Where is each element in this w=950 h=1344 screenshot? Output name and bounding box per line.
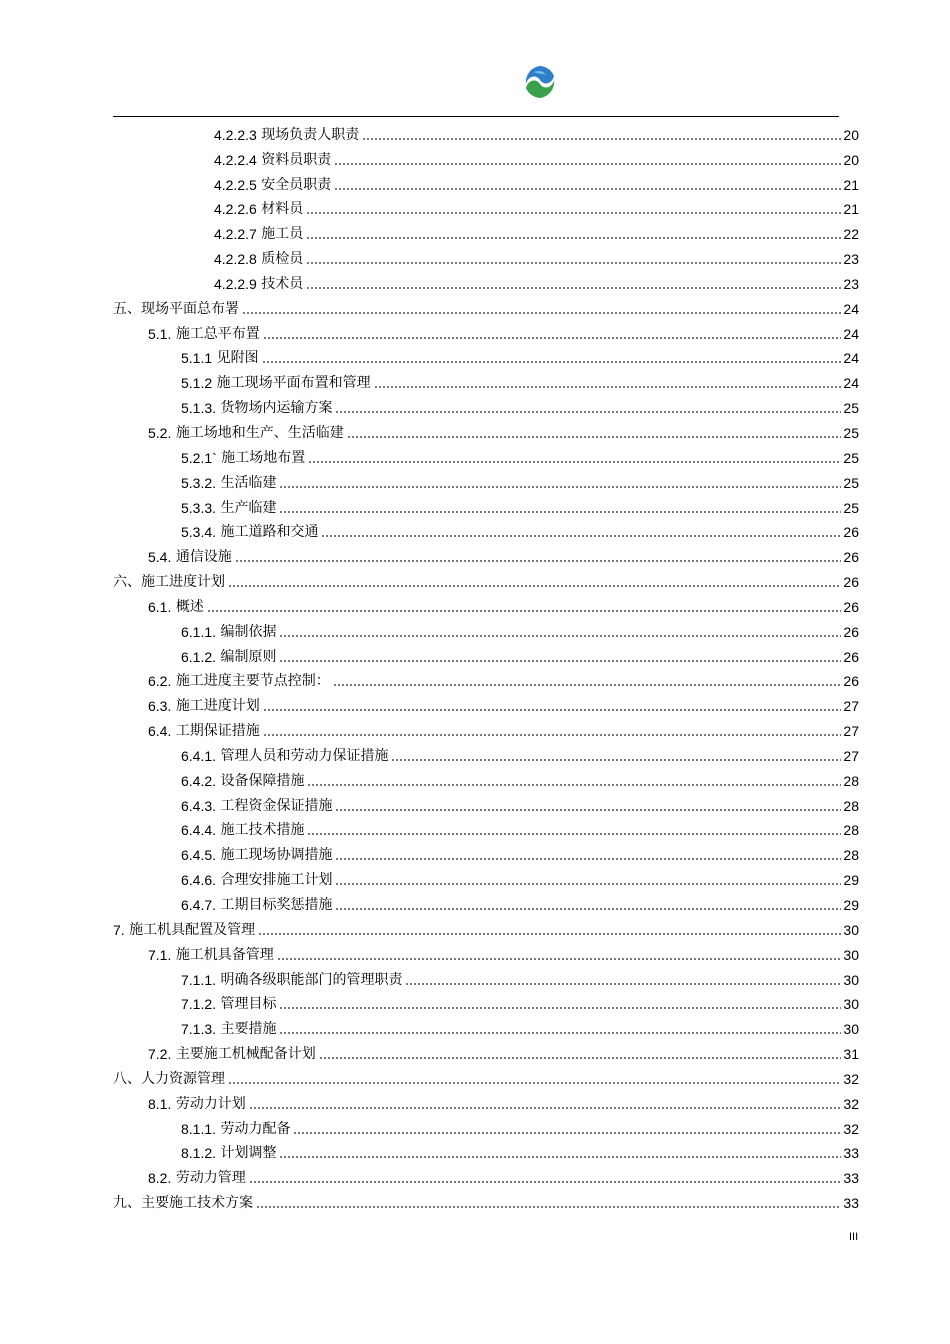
toc-entry-title: 工期目标奖惩措施 <box>220 897 333 913</box>
toc-entry-page: 33 <box>843 1195 859 1212</box>
toc-entry-page: 26 <box>843 598 859 615</box>
dot-leader <box>333 684 841 686</box>
toc-entry-title: 编制依据 <box>220 623 277 640</box>
toc-entry-page: 29 <box>843 897 859 913</box>
toc-entry-number: 8.1.2. <box>181 1145 217 1162</box>
toc-entry[interactable] <box>113 665 859 690</box>
dot-leader <box>258 933 841 935</box>
dot-leader <box>262 361 841 363</box>
toc-entry-number: 7.2. <box>148 1046 172 1063</box>
toc-entry-number: 6.4.2. <box>181 772 217 789</box>
toc-entry-title: 劳动力配备 <box>220 1120 291 1137</box>
toc-entry-page: 26 <box>843 623 859 640</box>
dot-leader <box>306 212 841 214</box>
dot-leader <box>335 411 841 413</box>
dot-leader <box>347 436 841 438</box>
toc-entry-title: 施工总平布置 <box>175 325 260 342</box>
toc-entry-number: 4.2.2.8 <box>214 251 257 268</box>
toc-entry[interactable] <box>113 565 859 590</box>
toc-entry-page: 33 <box>843 1145 859 1162</box>
toc-entry[interactable] <box>113 441 859 466</box>
toc-entry[interactable] <box>113 242 859 267</box>
toc-entry[interactable] <box>113 516 859 541</box>
toc-entry-number: 7. <box>113 921 125 938</box>
toc-entry-number: 7.1.2. <box>181 996 217 1013</box>
toc-entry[interactable] <box>113 416 859 441</box>
toc-entry-number: 7.1.3. <box>181 1021 217 1038</box>
toc-entry-title: 主要施工机械配备计划 <box>175 1046 316 1063</box>
toc-entry-number: 6.3. <box>148 698 172 715</box>
toc-entry-title: 合理安排施工计划 <box>220 872 333 889</box>
toc-entry-title: 施工机具备管理 <box>175 946 274 963</box>
toc-entry-title: 概述 <box>175 598 204 615</box>
toc-entry-page: 28 <box>843 797 859 814</box>
dot-leader <box>405 983 841 985</box>
toc-entry-number: 5.1.1 <box>181 350 213 367</box>
toc-entry[interactable] <box>113 466 859 491</box>
toc-entry-page: 23 <box>843 275 859 292</box>
dot-leader <box>249 1181 841 1183</box>
toc-entry-title: 现场负责人职责 <box>261 126 360 143</box>
dot-leader <box>321 535 841 537</box>
toc-entry[interactable] <box>113 193 859 218</box>
toc-entry[interactable] <box>113 1137 859 1162</box>
toc-entry[interactable] <box>113 838 859 863</box>
dot-leader <box>242 312 841 314</box>
toc-entry-number: 4.2.2.4 <box>214 151 257 168</box>
table-of-contents <box>113 118 859 1211</box>
dot-leader <box>319 1057 841 1059</box>
toc-entry-title: 八、人力资源管理 <box>113 1070 225 1087</box>
toc-entry[interactable] <box>113 292 859 317</box>
toc-entry-number: 5.3.3. <box>181 499 217 516</box>
toc-entry-title: 施工场地和生产、生活临建 <box>175 424 344 441</box>
toc-entry[interactable] <box>113 1186 859 1211</box>
toc-entry-number: 6.4.4. <box>181 822 217 839</box>
toc-entry[interactable] <box>113 988 859 1013</box>
dot-leader <box>335 858 841 860</box>
toc-entry-page: 24 <box>843 350 859 367</box>
toc-entry-number: 6.4.5. <box>181 847 217 864</box>
dot-leader <box>374 386 841 388</box>
dot-leader <box>391 759 841 761</box>
dot-leader <box>228 585 841 587</box>
toc-entry[interactable] <box>113 267 859 292</box>
toc-entry-page: 26 <box>843 549 859 566</box>
dot-leader <box>334 188 841 190</box>
toc-entry-number: 4.2.2.6 <box>214 201 257 218</box>
swirl-logo-icon <box>522 64 558 100</box>
toc-entry[interactable] <box>113 366 859 391</box>
toc-entry[interactable] <box>113 938 859 963</box>
toc-entry-title: 施工员 <box>261 226 304 243</box>
toc-entry-page: 28 <box>843 822 859 839</box>
toc-entry-title: 质检员 <box>261 251 304 268</box>
toc-entry-title: 材料员 <box>261 201 304 218</box>
toc-entry-title: 施工技术措施 <box>220 822 305 839</box>
toc-entry-number: 5.2. <box>148 424 172 441</box>
toc-entry-number: 6.4.6. <box>181 872 217 889</box>
toc-entry-page: 26 <box>843 673 859 690</box>
toc-entry-number: 8.1.1. <box>181 1120 217 1137</box>
toc-entry-title: 施工进度计划 <box>175 698 260 715</box>
toc-entry-title: 工程资金保证措施 <box>220 797 333 814</box>
toc-entry-title: 五、现场平面总布署 <box>113 300 239 317</box>
toc-entry-title: 资料员职责 <box>261 151 332 168</box>
toc-entry-number: 6.4.1. <box>181 747 217 764</box>
toc-entry-number: 6.1.2. <box>181 648 217 665</box>
toc-entry-title: 施工现场平面布置和管理 <box>216 375 371 392</box>
toc-entry[interactable] <box>113 615 859 640</box>
toc-entry[interactable] <box>113 342 859 367</box>
toc-entry-title: 劳动力计划 <box>175 1095 246 1112</box>
toc-entry-page: 20 <box>843 126 859 143</box>
dot-leader <box>306 262 841 264</box>
toc-entry-page: 25 <box>843 449 859 466</box>
dot-leader <box>306 237 841 239</box>
toc-entry-number: 4.2.2.9 <box>214 275 257 292</box>
toc-entry-title: 主要措施 <box>220 1021 277 1038</box>
toc-entry-page: 28 <box>843 847 859 864</box>
toc-entry-title: 货物场内运输方案 <box>220 400 333 417</box>
toc-entry[interactable] <box>113 540 859 565</box>
dot-leader <box>334 163 841 165</box>
toc-entry-title: 工期保证措施 <box>175 723 260 740</box>
toc-entry-page: 25 <box>843 499 859 516</box>
toc-entry[interactable] <box>113 168 859 193</box>
dot-leader <box>362 138 841 140</box>
toc-entry-number: 8.1. <box>148 1095 172 1112</box>
toc-entry[interactable] <box>113 814 859 839</box>
toc-entry-page: 22 <box>843 226 859 243</box>
toc-entry-number: 8.2. <box>148 1170 172 1187</box>
toc-entry[interactable] <box>113 491 859 516</box>
dot-leader <box>263 709 841 711</box>
toc-entry[interactable] <box>113 689 859 714</box>
toc-entry[interactable] <box>113 118 859 143</box>
toc-entry-number: 5.3.2. <box>181 474 217 491</box>
header-rule <box>113 116 839 117</box>
toc-entry-page: 24 <box>843 300 859 317</box>
toc-entry-number: 6.4. <box>148 723 172 740</box>
toc-entry[interactable] <box>113 789 859 814</box>
toc-entry-number: 4.2.2.5 <box>214 176 257 193</box>
dot-leader <box>306 287 841 289</box>
toc-entry-page: 27 <box>843 723 859 740</box>
dot-leader <box>279 511 841 513</box>
dot-leader <box>277 958 841 960</box>
page-folio: III <box>849 1231 859 1243</box>
toc-entry-title: 技术员 <box>261 275 304 292</box>
toc-entry-page: 32 <box>843 1070 859 1087</box>
toc-entry-page: 20 <box>843 151 859 168</box>
toc-entry[interactable] <box>113 590 859 615</box>
toc-entry-page: 21 <box>843 176 859 193</box>
toc-entry[interactable] <box>113 913 859 938</box>
toc-entry-number: 4.2.2.7 <box>214 226 257 243</box>
toc-entry[interactable] <box>113 391 859 416</box>
toc-entry-number: 6.4.7. <box>181 897 217 913</box>
toc-entry[interactable] <box>113 714 859 739</box>
toc-entry-title: 施工进度主要节点控制： <box>175 673 330 690</box>
toc-entry-page: 25 <box>843 474 859 491</box>
toc-entry-number: 5.1.2 <box>181 375 213 392</box>
toc-entry-number: 6.2. <box>148 673 172 690</box>
toc-entry-page: 25 <box>843 424 859 441</box>
toc-entry-title: 施工场地布置 <box>221 449 306 466</box>
toc-entry-title: 生产临建 <box>220 499 277 516</box>
toc-entry-title: 编制原则 <box>220 648 277 665</box>
dot-leader <box>335 809 841 811</box>
dot-leader <box>307 833 841 835</box>
toc-entry-title: 通信设施 <box>175 549 232 566</box>
toc-entry-page: 23 <box>843 251 859 268</box>
toc-entry-number: 5.3.4. <box>181 524 217 541</box>
toc-entry-page: 30 <box>843 996 859 1013</box>
dot-leader <box>263 337 841 339</box>
toc-entry-title: 施工现场协调措施 <box>220 847 333 864</box>
dot-leader <box>249 1107 841 1109</box>
dot-leader <box>263 734 841 736</box>
toc-entry-page: 31 <box>843 1046 859 1063</box>
toc-entry-title: 劳动力管理 <box>175 1170 246 1187</box>
dot-leader <box>335 883 841 885</box>
toc-entry-title: 六、施工进度计划 <box>113 574 225 591</box>
dot-leader <box>256 1206 841 1208</box>
toc-entry[interactable] <box>113 143 859 168</box>
toc-entry-title: 施工道路和交通 <box>220 524 319 541</box>
toc-entry-page: 26 <box>843 648 859 665</box>
toc-entry[interactable] <box>113 863 859 888</box>
toc-entry-page: 24 <box>843 325 859 342</box>
toc-entry[interactable] <box>113 1037 859 1062</box>
toc-entry-title: 见附图 <box>216 350 259 367</box>
toc-entry[interactable] <box>113 1112 859 1137</box>
toc-entry-page: 24 <box>843 375 859 392</box>
toc-entry-title: 计划调整 <box>220 1145 277 1162</box>
toc-entry-page: 27 <box>843 747 859 764</box>
dot-leader <box>293 1132 841 1134</box>
dot-leader <box>228 1082 841 1084</box>
toc-entry-page: 28 <box>843 772 859 789</box>
toc-entry-number: 6.1.1. <box>181 623 217 640</box>
dot-leader <box>279 1032 841 1034</box>
toc-entry-title: 明确各级职能部门的管理职责 <box>220 971 403 988</box>
toc-entry[interactable] <box>113 1087 859 1112</box>
toc-entry-number: 5.1. <box>148 325 172 342</box>
toc-entry-page: 32 <box>843 1120 859 1137</box>
toc-entry-title: 管理人员和劳动力保证措施 <box>220 747 389 764</box>
toc-entry-number: 6.4.3. <box>181 797 217 814</box>
dot-leader <box>279 486 841 488</box>
dot-leader <box>235 560 841 562</box>
toc-entry-page: 21 <box>843 201 859 218</box>
toc-entry-number: 7.1.1. <box>181 971 217 988</box>
toc-entry[interactable] <box>113 1062 859 1087</box>
toc-entry-page: 27 <box>843 698 859 715</box>
dot-leader <box>279 635 841 637</box>
toc-entry-page: 30 <box>843 921 859 938</box>
dot-leader <box>279 660 841 662</box>
toc-entry[interactable] <box>113 1161 859 1186</box>
dot-leader <box>308 461 841 463</box>
toc-entry-page: 26 <box>843 574 859 591</box>
toc-entry-page: 32 <box>843 1095 859 1112</box>
dot-leader <box>307 784 841 786</box>
toc-entry[interactable] <box>113 739 859 764</box>
toc-entry[interactable] <box>113 640 859 665</box>
toc-entry-title: 安全员职责 <box>261 176 332 193</box>
toc-entry[interactable] <box>113 963 859 988</box>
toc-entry[interactable] <box>113 888 859 913</box>
toc-entry-number: 6.1. <box>148 598 172 615</box>
toc-entry-number: 4.2.2.3 <box>214 126 257 143</box>
toc-entry-page: 30 <box>843 1021 859 1038</box>
toc-entry-page: 30 <box>843 971 859 988</box>
toc-entry-title: 管理目标 <box>220 996 277 1013</box>
dot-leader <box>279 1156 841 1158</box>
toc-entry-title: 设备保障措施 <box>220 772 305 789</box>
toc-entry-title: 施工机具配置及管理 <box>129 921 256 938</box>
toc-entry[interactable] <box>113 317 859 342</box>
toc-entry-title: 九、主要施工技术方案 <box>113 1195 253 1212</box>
toc-entry-number: 7.1. <box>148 946 172 963</box>
toc-entry-page: 29 <box>843 872 859 889</box>
toc-entry-page: 25 <box>843 400 859 417</box>
toc-entry-page: 30 <box>843 946 859 963</box>
toc-entry[interactable] <box>113 217 859 242</box>
toc-entry-number: 5.4. <box>148 549 172 566</box>
dot-leader <box>279 1007 841 1009</box>
dot-leader <box>207 610 841 612</box>
toc-entry[interactable] <box>113 1012 859 1037</box>
toc-entry-title: 生活临建 <box>220 474 277 491</box>
dot-leader <box>335 908 841 910</box>
toc-entry-number: 5.1.3. <box>181 400 217 417</box>
toc-entry-page: 26 <box>843 524 859 541</box>
toc-entry-number: 5.2.1` <box>181 449 217 466</box>
toc-entry[interactable] <box>113 764 859 789</box>
toc-entry-page: 33 <box>843 1170 859 1187</box>
